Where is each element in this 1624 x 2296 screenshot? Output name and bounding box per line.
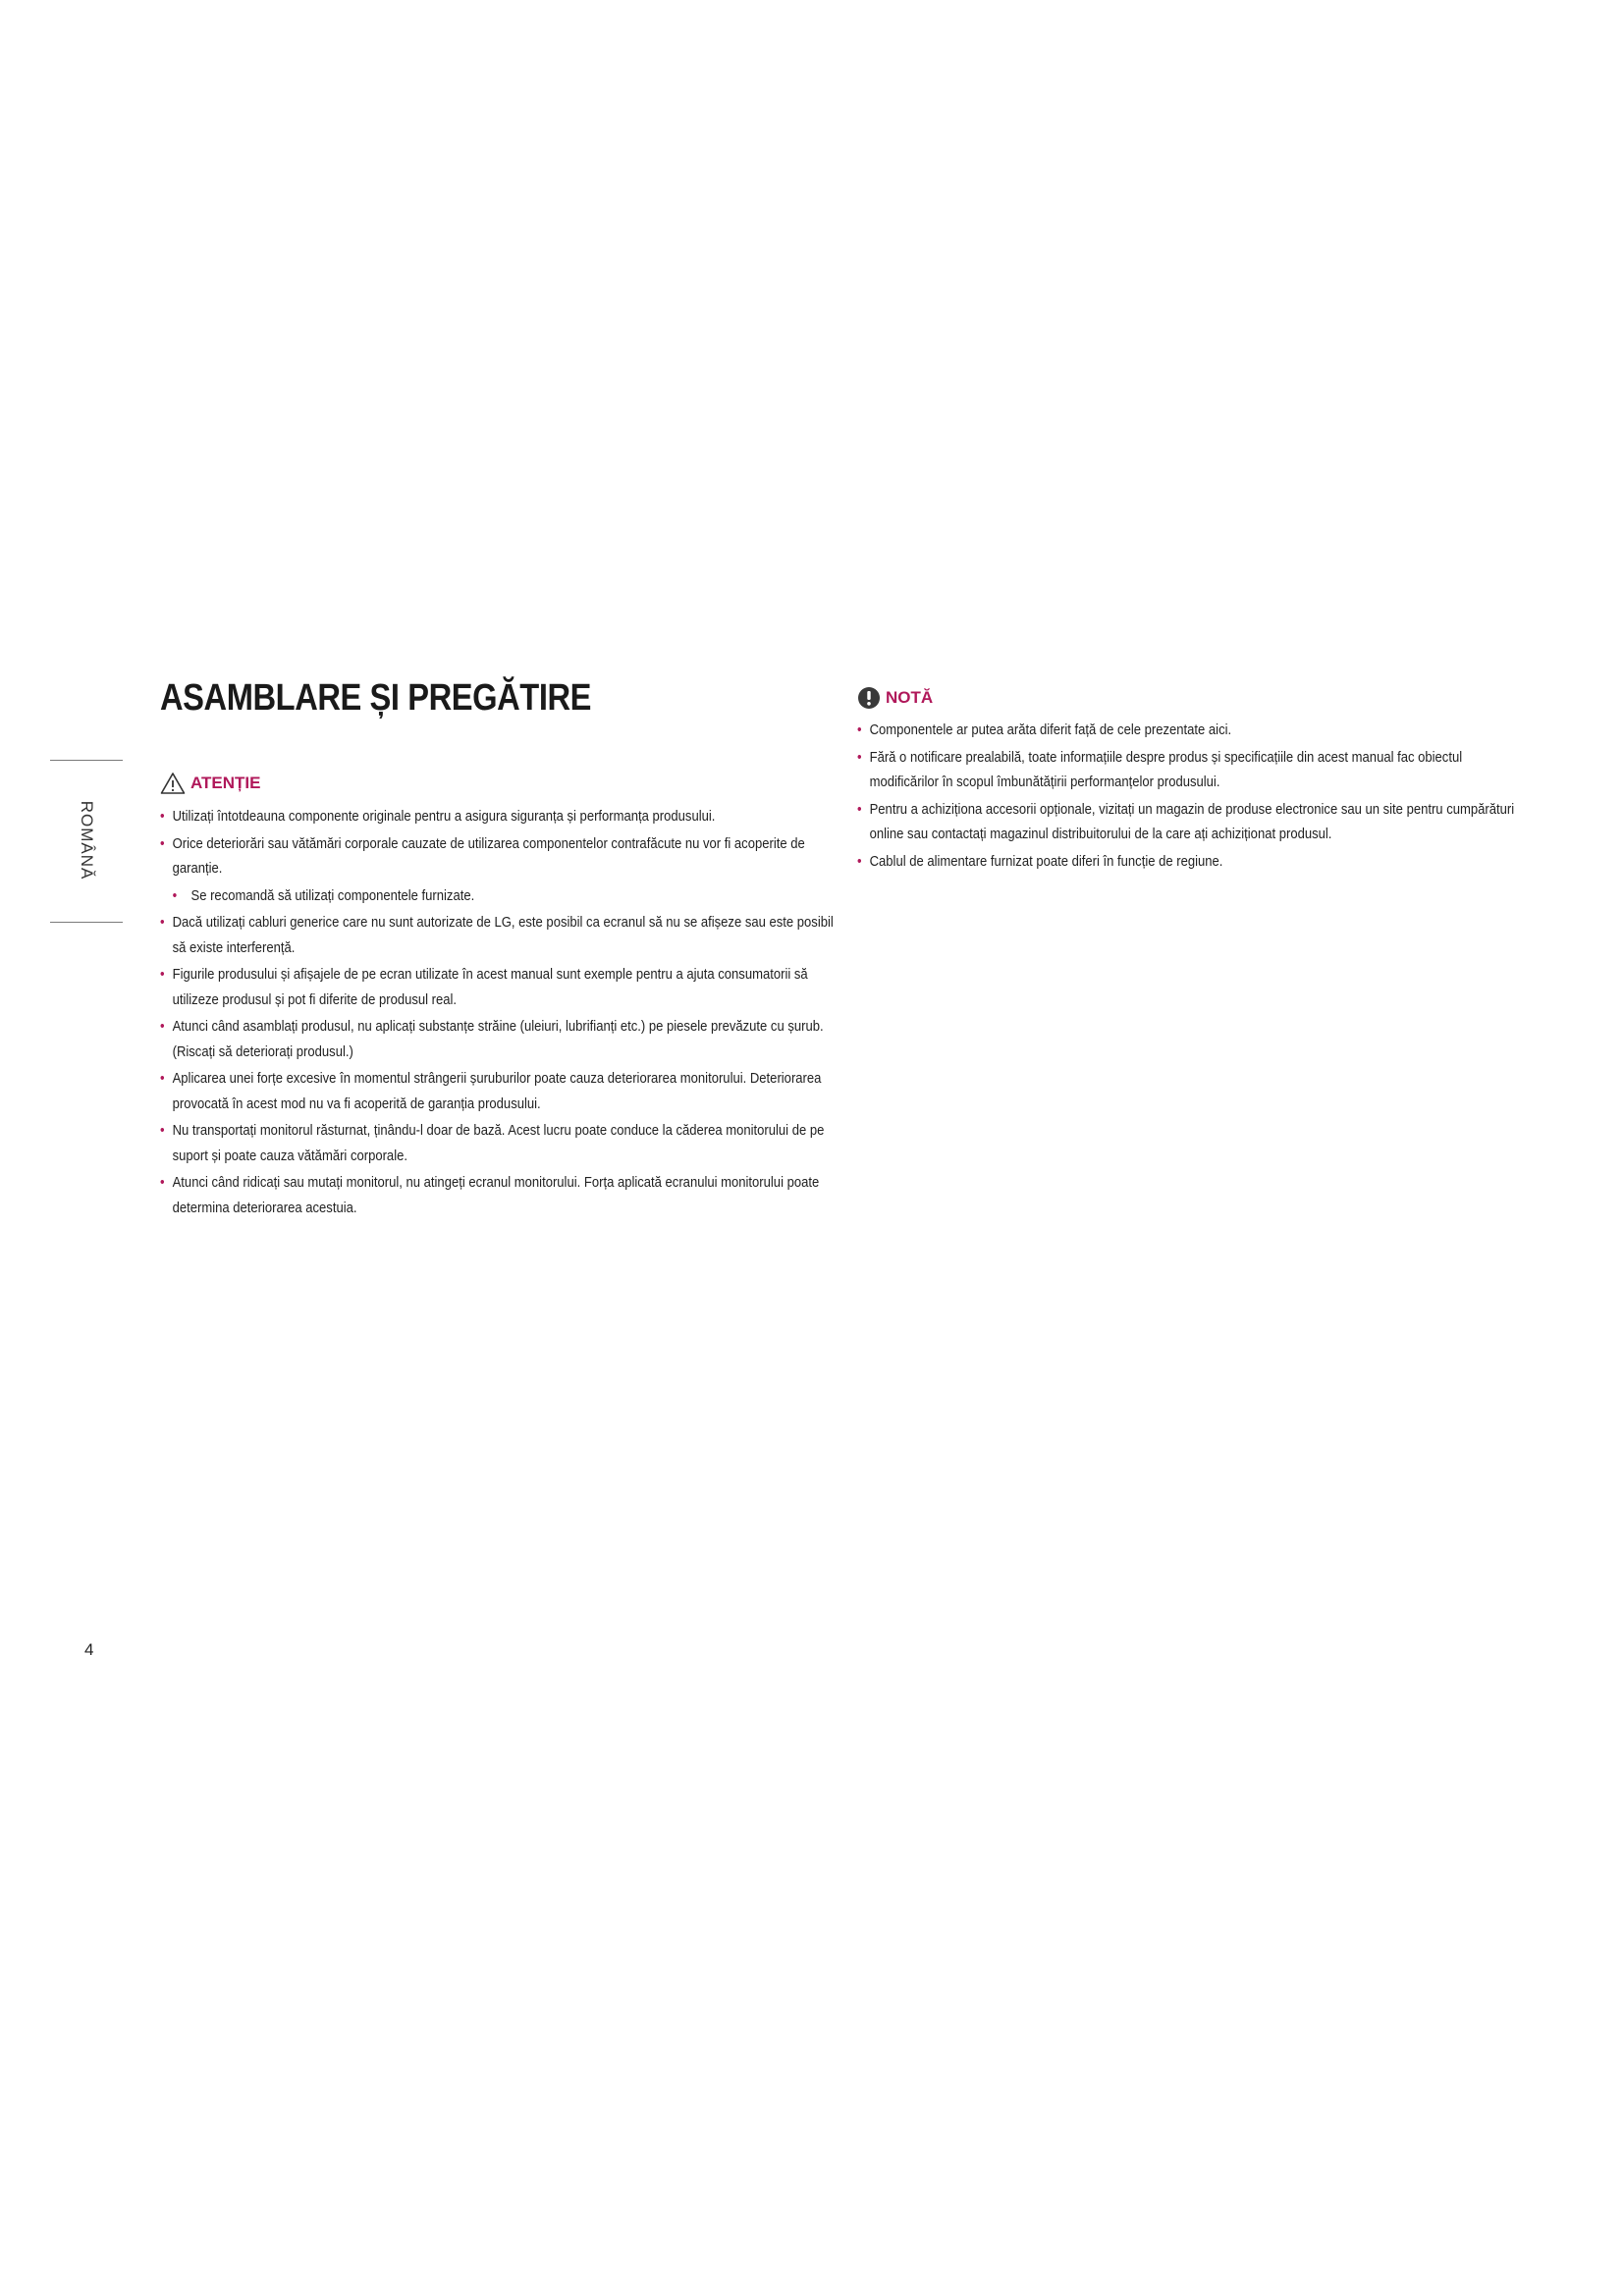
note-item: • Cablul de alimentare furnizat poate diferi în funcție de regiune. (857, 850, 1519, 876)
caution-item: • Aplicarea unei forțe excesive în momentul strângerii șuruburilor poate cauza deteriorarea monitorului. Deteriorarea provocată în acest mod nu va fi acoperită de garanția produsului. (160, 1067, 840, 1117)
note-item: • Fără o notificare prealabilă, toate informațiile despre produs și specificațiile din acest manual fac obiectul modificărilor în scopul îmbunătățirii performanțelor produsului. (857, 746, 1519, 796)
note-heading (857, 686, 933, 710)
caution-heading (160, 772, 260, 795)
caution-list (160, 805, 847, 1223)
caution-label: ATENȚIE (190, 774, 261, 792)
exclamation-circle-icon (857, 686, 881, 710)
caution-item: • Atunci când asamblați produsul, nu aplicați substanțe străine (uleiuri, lubrifianți etc.) pe piesele prevăzute cu șurub. (Riscați să deteriorați produsul.) (160, 1015, 840, 1065)
caution-subitem: • Se recomandă să utilizați componentele furnizate. (160, 884, 859, 910)
sidebar-language-label: ROMÂNĂ (78, 800, 96, 881)
sidebar-rule-top (50, 760, 123, 761)
caution-item: • Orice deteriorări sau vătămări corporale cauzate de utilizarea componentelor contrafăcute nu vor fi acoperite de garanție. (160, 832, 840, 882)
caution-item: • Nu transportați monitorul răsturnat, ținându-l doar de bază. Acest lucru poate conduce la căderea monitorului de pe suport și poate cauza vătămări corporale. (160, 1119, 840, 1169)
note-list (857, 719, 1525, 877)
warning-triangle-icon (160, 772, 186, 795)
page-title: ASAMBLARE ȘI PREGĂTIRE (160, 677, 592, 719)
caution-item: • Dacă utilizați cabluri generice care nu sunt autorizate de LG, este posibil ca ecranul să nu se afișeze sau este posibil să existe interferență. (160, 911, 840, 961)
caution-item: • Figurile produsului și afișajele de pe ecran utilizate în acest manual sunt exemple pentru a ajuta consumatorii să utilizeze produsul și pot fi diferite de produsul real. (160, 963, 840, 1013)
caution-item: • Utilizați întotdeauna componente originale pentru a asigura siguranța și performanța produsului. (160, 805, 840, 830)
note-item: • Pentru a achiziționa accesorii opționale, vizitați un magazin de produse electronice sau un site pentru cumpărături online sau contactați magazinul distribuitorului de la care ați achiziționat produsul. (857, 798, 1519, 848)
note-item: • Componentele ar putea arăta diferit față de cele prezentate aici. (857, 719, 1519, 744)
caution-item: • Atunci când ridicați sau mutați monitorul, nu atingeți ecranul monitorului. Forța aplicată ecranului monitorului poate determina deteriorarea acestuia. (160, 1171, 840, 1221)
sidebar-rule-bottom (50, 922, 123, 923)
page-number: 4 (84, 1640, 94, 1659)
note-label: NOTĂ (886, 688, 934, 707)
